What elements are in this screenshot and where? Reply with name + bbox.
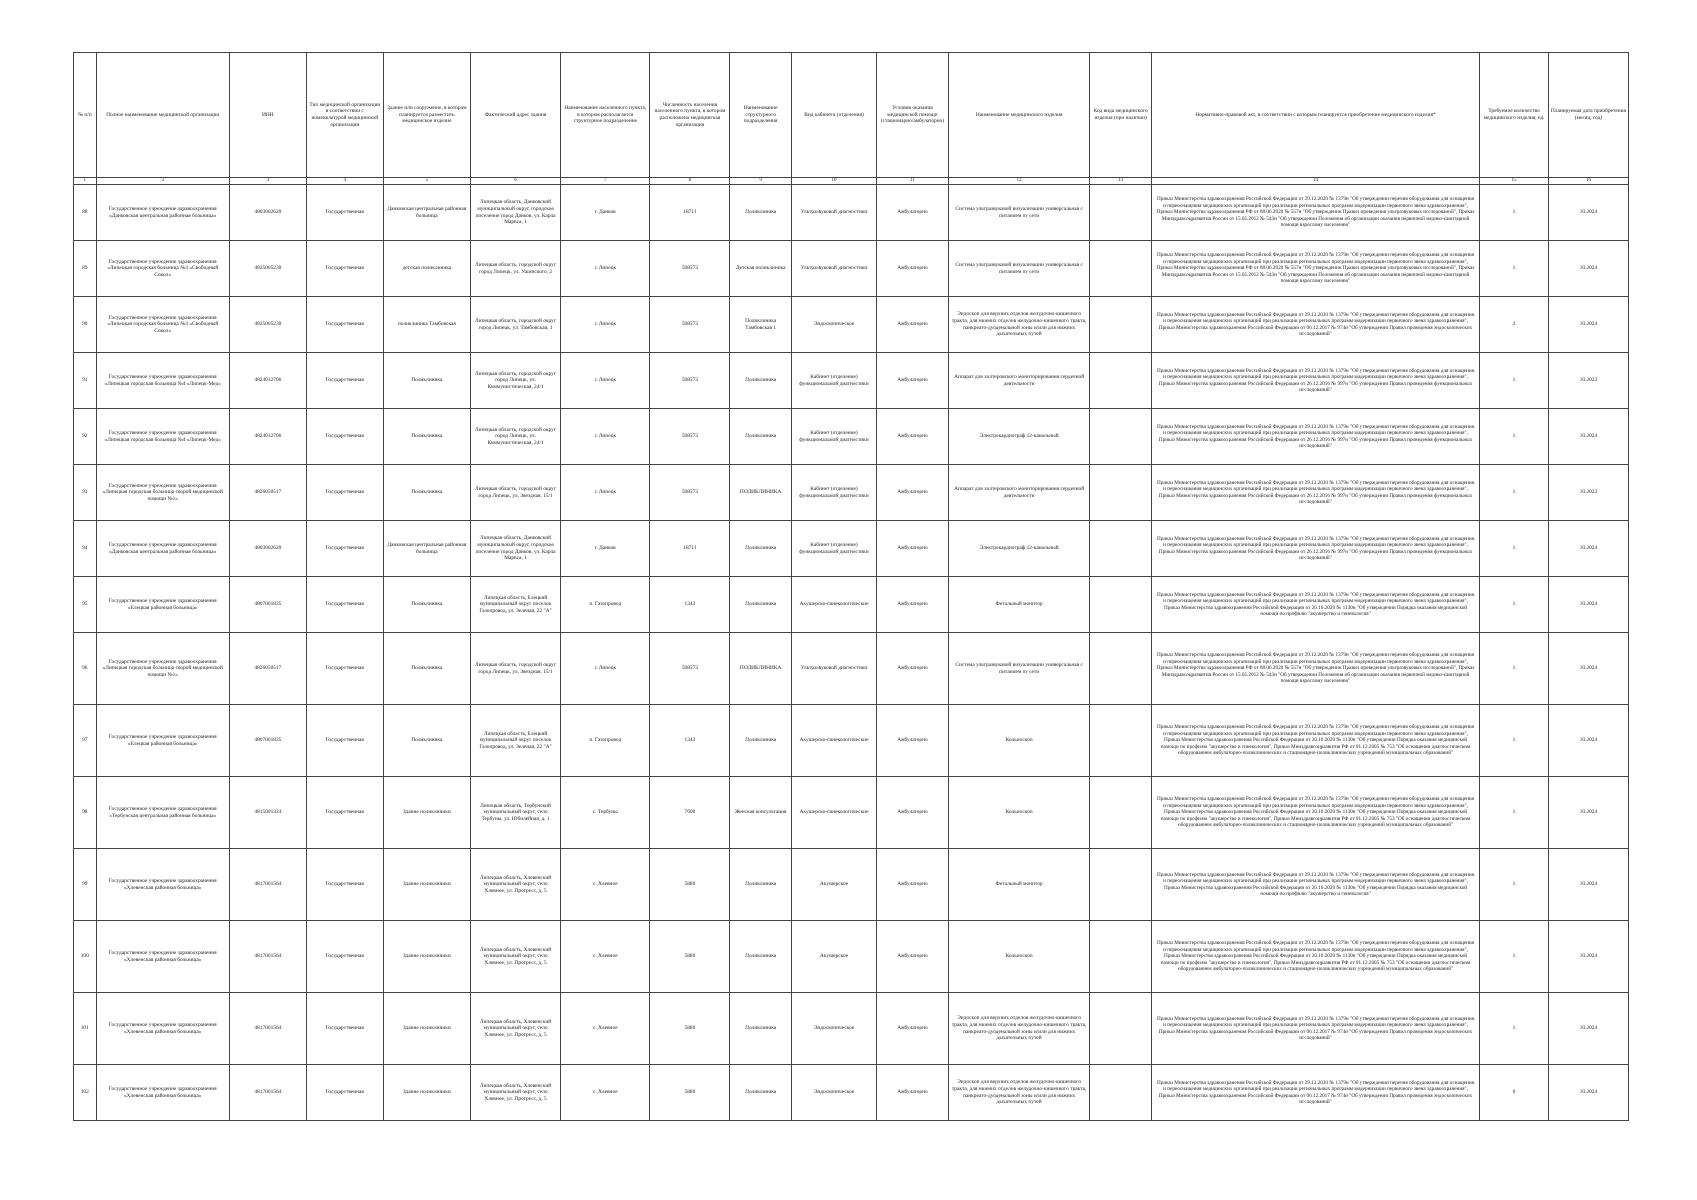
conditions-cell: Амбулаторно — [877, 465, 949, 521]
org-type-cell: Государственная — [306, 705, 383, 777]
column-number: 11 — [877, 178, 949, 185]
date-cell: 10.2024 — [1548, 241, 1628, 297]
device-cell: Система ультразвуковой визуализации универсальная с питанием от сети — [948, 185, 1090, 241]
header-row — [74, 53, 1629, 178]
unit-cell: Поликлиника Тамбовская 1 — [730, 297, 792, 353]
date-cell: 10.2024 — [1548, 705, 1628, 777]
column-number: 8 — [650, 178, 730, 185]
date-cell: 10.2024 — [1548, 521, 1628, 577]
organization-cell: Государственное учреждение здравоохранения «Хлевенская районная больница» — [96, 849, 229, 921]
column-number: 12 — [948, 178, 1090, 185]
legal-act-cell: Приказ Министерства здравоохранения Российской Федерации от 29.12.2020 № 1379н "Об утверждении перечня оборудования для оснащения и переоснащения медицинских организаций при реализации региональных программ модернизации первичного звена здравоохранения", Приказ Министерства здравоохранения Российской Федерации от 20.10.2020 № 1130н "Об утверждении Порядка оказания медицинской помощи по профилю "акушерство и гинекология" — [1151, 577, 1479, 633]
column-number: 3 — [229, 178, 306, 185]
conditions-cell: Амбулаторно — [877, 1065, 949, 1121]
quantity-cell: 1 — [1480, 633, 1549, 705]
org-type-cell: Государственная — [306, 777, 383, 849]
cabinet-cell: Кабинет (отделение) функциональной диагностики — [791, 353, 876, 409]
population-cell: 5880 — [650, 993, 730, 1065]
address-cell: Липецкая область, городской округ город Липецк, ул. Ушинского, 2 — [470, 241, 560, 297]
header-number: № п/п — [74, 53, 97, 178]
table-row — [74, 1065, 1629, 1121]
conditions-cell: Амбулаторно — [877, 849, 949, 921]
header-inn: ИНН — [229, 53, 306, 178]
inn-cell: 4817001564 — [229, 849, 306, 921]
building-cell: Здание поликлиники — [383, 993, 470, 1065]
device-code-cell — [1090, 577, 1152, 633]
row-number-cell: 92 — [74, 409, 97, 465]
header-unit: Наименование структурного подразделения — [730, 53, 792, 178]
column-number: 5 — [383, 178, 470, 185]
cabinet-cell: Эндоскопическое — [791, 1065, 876, 1121]
quantity-cell: 2 — [1480, 297, 1549, 353]
organization-cell: Государственное учреждение здравоохранения «Хлевенская районная больница» — [96, 1065, 229, 1121]
organization-cell: Государственное учреждение здравоохранения «Липецкая городская больница №3 «Свободный Сокол» — [96, 297, 229, 353]
inn-cell: 4817001564 — [229, 993, 306, 1065]
column-number: 2 — [96, 178, 229, 185]
row-number-cell: 89 — [74, 241, 97, 297]
date-cell: 10.2024 — [1548, 577, 1628, 633]
date-cell: 10.2024 — [1548, 921, 1628, 993]
org-type-cell: Государственная — [306, 993, 383, 1065]
population-cell: 1343 — [650, 705, 730, 777]
device-code-cell — [1090, 353, 1152, 409]
device-cell: Фетальный монитор — [948, 849, 1090, 921]
address-cell: Липецкая область, Тербунский муниципальный округ, село Тербуны, ул. Юбилейная, д. 1 — [470, 777, 560, 849]
locality-cell: с. Тербуны — [561, 777, 650, 849]
unit-cell: Поликлиника — [730, 185, 792, 241]
device-cell: Система ультразвуковой визуализации универсальная с питанием от сети — [948, 633, 1090, 705]
quantity-cell: 1 — [1480, 185, 1549, 241]
column-number: 6 — [470, 178, 560, 185]
cabinet-cell: Акушерско-гинекологические — [791, 577, 876, 633]
building-cell: Здание поликлиники — [383, 921, 470, 993]
row-number-cell: 97 — [74, 705, 97, 777]
device-code-cell — [1090, 921, 1152, 993]
address-cell: Липецкая область, городской округ город Липецк, ул. Тамбовская, 1 — [470, 297, 560, 353]
date-cell: 10.2024 — [1548, 777, 1628, 849]
table-row — [74, 633, 1629, 705]
org-type-cell: Государственная — [306, 409, 383, 465]
building-cell: Поликлиника — [383, 353, 470, 409]
population-cell: 5880 — [650, 849, 730, 921]
header-device-code: Код вида медицинского изделия (при наличии) — [1090, 53, 1152, 178]
header-organization: Полное наименование медицинской организации — [96, 53, 229, 178]
inn-cell: 4824032706 — [229, 409, 306, 465]
locality-cell: с. Хлевное — [561, 993, 650, 1065]
device-cell: Кольпоскоп — [948, 705, 1090, 777]
legal-act-cell: Приказ Министерства здравоохранения Российской Федерации от 29.12.2020 № 1379н "Об утверждении перечня оборудования для оснащения и переоснащения медицинских организаций при реализации региональных программ модернизации первичного звена здравоохранения", Приказ Министерства здравоохранения Российской Федерации от 20.10.2020 № 1130н "Об утверждении Порядка оказания медицинской помощи по профилю "акушерство и гинекология", Приказ Минздравсоцразвития РФ от 01.12.2005 № 753 "Об оснащении диагностическим оборудованием амбулаторно-поликлинических и стационарно-поликлинических учреждений муниципальных образований" — [1151, 921, 1479, 993]
header-population: Численность населения населенного пункта, в котором расположена медицинская организация — [650, 53, 730, 178]
table-row — [74, 993, 1629, 1065]
header-quantity: Требуемое количество медицинского изделия, ед. — [1480, 53, 1549, 178]
inn-cell: 4807001835 — [229, 705, 306, 777]
legal-act-cell: Приказ Министерства здравоохранения Российской Федерации от 29.12.2020 № 1379н "Об утверждении перечня оборудования для оснащения и переоснащения медицинских организаций при реализации региональных программ модернизации первичного звена здравоохранения", Приказ Министерства здравоохранения РФ от 08.06.2020 № 557н "Об утверждении Правил проведения ультразвуковых исследований", Приказ Минздравсоцразвития России от 15.05.2012 № 543н "Об утверждении Положения об организации оказания первичной медико-санитарной помощи взрослому населению" — [1151, 633, 1479, 705]
cabinet-cell: Ультразвуковой диагностики — [791, 241, 876, 297]
date-cell: 10.2024 — [1548, 297, 1628, 353]
inn-cell: 4825005230 — [229, 241, 306, 297]
device-code-cell — [1090, 521, 1152, 577]
quantity-cell: 1 — [1480, 409, 1549, 465]
population-cell: 508573 — [650, 633, 730, 705]
conditions-cell: Амбулаторно — [877, 921, 949, 993]
conditions-cell: Амбулаторно — [877, 577, 949, 633]
inn-cell: 4817001564 — [229, 1065, 306, 1121]
address-cell: Липецкая область, Хлевенский муниципальный округ, село Хлевное, ул. Прогресс, д. 5 — [470, 1065, 560, 1121]
row-number-cell: 100 — [74, 921, 97, 993]
table-row — [74, 241, 1629, 297]
quantity-cell: 1 — [1480, 993, 1549, 1065]
column-number: 16 — [1548, 178, 1628, 185]
address-cell: Липецкая область, городской округ город Липецк, ул. Коммунистическая, 24/1 — [470, 353, 560, 409]
legal-act-cell: Приказ Министерства здравоохранения Российской Федерации от 29.12.2020 № 1379н "Об утверждении перечня оборудования для оснащения и переоснащения медицинских организаций при реализации региональных программ модернизации первичного звена здравоохранения", Приказ Министерства здравоохранения Российской Федерации от 20.10.2020 № 1130н "Об утверждении Порядка оказания медицинской помощи по профилю "акушерство и гинекология", Приказ Минздравсоцразвития РФ от 01.12.2005 № 753 "Об оснащении диагностическим оборудованием амбулаторно-поликлинических и стационарно-поликлинических учреждений муниципальных образований" — [1151, 705, 1479, 777]
cabinet-cell: Кабинет (отделение) функциональной диагностики — [791, 465, 876, 521]
population-cell: 1343 — [650, 577, 730, 633]
table-row — [74, 521, 1629, 577]
population-cell: 18711 — [650, 521, 730, 577]
column-number: 1 — [74, 178, 97, 185]
cabinet-cell: Кабинет (отделение) функциональной диагностики — [791, 521, 876, 577]
table-row — [74, 849, 1629, 921]
equipment-plan-table — [73, 52, 1629, 1121]
legal-act-cell: Приказ Министерства здравоохранения Российской Федерации от 29.12.2020 № 1379н "Об утверждении перечня оборудования для оснащения и переоснащения медицинских организаций при реализации региональных программ модернизации первичного звена здравоохранения", Приказ Министерства здравоохранения Российской Федерации от 06.12.2017 № 974н "Об утверждении Правил проведения эндоскопических исследований" — [1151, 1065, 1479, 1121]
unit-cell: Поликлиника — [730, 993, 792, 1065]
conditions-cell: Амбулаторно — [877, 185, 949, 241]
unit-cell: Поликлиника — [730, 577, 792, 633]
building-cell: Данковская центральная районная больница — [383, 521, 470, 577]
cabinet-cell: Акушерское — [791, 849, 876, 921]
locality-cell: г. Липецк — [561, 633, 650, 705]
device-cell: Эндоскоп для верхних отделов желудочно-кишечного тракта, для нижних отделов желудочно-кишечного тракта, панкреато-дуоденальной зоны и/или для нижних дыхательных путей — [948, 297, 1090, 353]
org-type-cell: Государственная — [306, 849, 383, 921]
org-type-cell: Государственная — [306, 521, 383, 577]
locality-cell: п. Газопровод — [561, 577, 650, 633]
address-cell: Липецкая область, городской округ город Липецк, ул. Звездная, 15/1 — [470, 465, 560, 521]
conditions-cell: Амбулаторно — [877, 633, 949, 705]
row-number-cell: 98 — [74, 777, 97, 849]
org-type-cell: Государственная — [306, 185, 383, 241]
legal-act-cell: Приказ Министерства здравоохранения Российской Федерации от 29.12.2020 № 1379н "Об утверждении перечня оборудования для оснащения и переоснащения медицинских организаций при реализации региональных программ модернизации первичного звена здравоохранения", Приказ Министерства здравоохранения РФ от 08.06.2020 № 557н "Об утверждении Правил проведения ультразвуковых исследований", Приказ Минздравсоцразвития России от 15.05.2012 № 543н "Об утверждении Положения об организации оказания первичной медико-санитарной помощи взрослому населению" — [1151, 185, 1479, 241]
date-cell: 10.2024 — [1548, 633, 1628, 705]
quantity-cell: 1 — [1480, 577, 1549, 633]
population-cell: 5880 — [650, 1065, 730, 1121]
address-cell: Липецкая область, Елецкий муниципальный округ поселок Газопровод, ул. Зеленая, 22 "А" — [470, 705, 560, 777]
population-cell: 508573 — [650, 353, 730, 409]
cabinet-cell: Эндоскопическое — [791, 297, 876, 353]
inn-cell: 4815001324 — [229, 777, 306, 849]
address-cell: Липецкая область, Данковский муниципальный округ, городское поселение город Данков, ул. Карла Маркса, 1 — [470, 185, 560, 241]
conditions-cell: Амбулаторно — [877, 353, 949, 409]
table-row — [74, 185, 1629, 241]
table-row — [74, 705, 1629, 777]
building-cell: Данковская центральная районная больница — [383, 185, 470, 241]
org-type-cell: Государственная — [306, 1065, 383, 1121]
device-code-cell — [1090, 1065, 1152, 1121]
row-number-cell: 99 — [74, 849, 97, 921]
row-number-cell: 93 — [74, 465, 97, 521]
organization-cell: Государственное учреждение здравоохранения «Тербунская центральная районная больница» — [96, 777, 229, 849]
inn-cell: 4807001835 — [229, 577, 306, 633]
inn-cell: 4826050517 — [229, 465, 306, 521]
building-cell: детская поликлиника — [383, 241, 470, 297]
organization-cell: Государственное учреждение здравоохранения «Липецкая городская больница №4 «Липецк-Мед» — [96, 409, 229, 465]
column-number-row — [74, 178, 1629, 185]
table-header — [74, 53, 1629, 185]
row-number-cell: 91 — [74, 353, 97, 409]
quantity-cell: 1 — [1480, 241, 1549, 297]
row-number-cell: 95 — [74, 577, 97, 633]
header-cabinet: Вид кабинета (отделения) — [791, 53, 876, 178]
device-cell: Электрокардиограф 12-канальный — [948, 409, 1090, 465]
unit-cell: Детская поликлиника — [730, 241, 792, 297]
population-cell: 5880 — [650, 921, 730, 993]
device-code-cell — [1090, 185, 1152, 241]
locality-cell: г. Данков — [561, 185, 650, 241]
unit-cell: ПОЛИКЛИНИКА — [730, 465, 792, 521]
legal-act-cell: Приказ Министерства здравоохранения Российской Федерации от 29.12.2020 № 1379н "Об утверждении перечня оборудования для оснащения и переоснащения медицинских организаций при реализации региональных программ модернизации первичного звена здравоохранения", Приказ Министерства здравоохранения Российской Федерации от 26.12.2016 № 997н "Об утверждении Правил проведения функциональных исследований" — [1151, 521, 1479, 577]
address-cell: Липецкая область, Данковский муниципальный округ, городское поселение город Данков, ул. Карла Маркса, 1 — [470, 521, 560, 577]
cabinet-cell: Ультразвуковой диагностики — [791, 633, 876, 705]
date-cell: 10.2024 — [1548, 409, 1628, 465]
organization-cell: Государственное учреждение здравоохранения «Елецкая районная больница» — [96, 577, 229, 633]
building-cell: Здание поликлиники — [383, 1065, 470, 1121]
organization-cell: Государственное учреждение здравоохранения «Липецкая городская больница скорой медицинской помощи №1» — [96, 465, 229, 521]
row-number-cell: 101 — [74, 993, 97, 1065]
legal-act-cell: Приказ Министерства здравоохранения Российской Федерации от 29.12.2020 № 1379н "Об утверждении перечня оборудования для оснащения и переоснащения медицинских организаций при реализации региональных программ модернизации первичного звена здравоохранения", Приказ Министерства здравоохранения Российской Федерации от 06.12.2017 № 974н "Об утверждении Правил проведения эндоскопических исследований" — [1151, 993, 1479, 1065]
device-code-cell — [1090, 633, 1152, 705]
device-cell: Кольпоскоп — [948, 921, 1090, 993]
legal-act-cell: Приказ Министерства здравоохранения Российской Федерации от 29.12.2020 № 1379н "Об утверждении перечня оборудования для оснащения и переоснащения медицинских организаций при реализации региональных программ модернизации первичного звена здравоохранения", Приказ Министерства здравоохранения Российской Федерации от 26.12.2016 № 997н "Об утверждении Правил проведения функциональных исследований" — [1151, 409, 1479, 465]
table-row — [74, 353, 1629, 409]
column-number: 7 — [561, 178, 650, 185]
org-type-cell: Государственная — [306, 241, 383, 297]
building-cell: Поликлиника — [383, 409, 470, 465]
header-address: Фактический адрес здания — [470, 53, 560, 178]
inn-cell: 4826050517 — [229, 633, 306, 705]
table-row — [74, 465, 1629, 521]
building-cell: Поликлиника — [383, 633, 470, 705]
row-number-cell: 90 — [74, 297, 97, 353]
inn-cell: 4803002620 — [229, 185, 306, 241]
building-cell: Поликлиника — [383, 577, 470, 633]
unit-cell: Поликлиника — [730, 921, 792, 993]
row-number-cell: 102 — [74, 1065, 97, 1121]
cabinet-cell: Кабинет (отделение) функциональной диагностики — [791, 409, 876, 465]
cabinet-cell: Акушерское — [791, 921, 876, 993]
quantity-cell: 1 — [1480, 849, 1549, 921]
column-number: 10 — [791, 178, 876, 185]
legal-act-cell: Приказ Министерства здравоохранения Российской Федерации от 29.12.2020 № 1379н "Об утверждении перечня оборудования для оснащения и переоснащения медицинских организаций при реализации региональных программ модернизации первичного звена здравоохранения", Приказ Министерства здравоохранения Российской Федерации от 26.12.2016 № 997н "Об утверждении Правил проведения функциональных исследований" — [1151, 353, 1479, 409]
date-cell: 10.2024 — [1548, 1065, 1628, 1121]
inn-cell: 4817001564 — [229, 921, 306, 993]
cabinet-cell: Эндоскопическое — [791, 993, 876, 1065]
address-cell: Липецкая область, Хлевенский муниципальный округ, село Хлевное, ул. Прогресс, д. 5 — [470, 921, 560, 993]
unit-cell: Женская консультация — [730, 777, 792, 849]
row-number-cell: 88 — [74, 185, 97, 241]
column-number: 15 — [1480, 178, 1549, 185]
table-body — [74, 185, 1629, 1121]
conditions-cell: Амбулаторно — [877, 993, 949, 1065]
org-type-cell: Государственная — [306, 577, 383, 633]
device-cell: Кольпоскоп — [948, 777, 1090, 849]
organization-cell: Государственное учреждение здравоохранения «Елецкая районная больница» — [96, 705, 229, 777]
locality-cell: г. Липецк — [561, 409, 650, 465]
organization-cell: Государственное учреждение здравоохранения «Липецкая городская больница №4 «Липецк-Мед» — [96, 353, 229, 409]
locality-cell: с. Хлевное — [561, 1065, 650, 1121]
org-type-cell: Государственная — [306, 297, 383, 353]
device-cell: Эндоскоп для верхних отделов желудочно-кишечного тракта, для нижних отделов желудочно-кишечного тракта, панкреато-дуоденальной зоны и/или для нижних дыхательных путей — [948, 1065, 1090, 1121]
date-cell: 10.2024 — [1548, 993, 1628, 1065]
address-cell: Липецкая область, Елецкий муниципальный округ поселок Газопровод, ул. Зеленая, 22 "А" — [470, 577, 560, 633]
org-type-cell: Государственная — [306, 921, 383, 993]
conditions-cell: Амбулаторно — [877, 241, 949, 297]
locality-cell: г. Данков — [561, 521, 650, 577]
locality-cell: г. Липецк — [561, 297, 650, 353]
inn-cell: 4803002620 — [229, 521, 306, 577]
header-device: Наименование медицинского изделия — [948, 53, 1090, 178]
conditions-cell: Амбулаторно — [877, 521, 949, 577]
legal-act-cell: Приказ Министерства здравоохранения Российской Федерации от 29.12.2020 № 1379н "Об утверждении перечня оборудования для оснащения и переоснащения медицинских организаций при реализации региональных программ модернизации первичного звена здравоохранения", Приказ Министерства здравоохранения Российской Федерации от 20.10.2020 № 1130н "Об утверждении Порядка оказания медицинской помощи по профилю "акушерство и гинекология" — [1151, 849, 1479, 921]
org-type-cell: Государственная — [306, 353, 383, 409]
population-cell: 7600 — [650, 777, 730, 849]
unit-cell: Поликлиника — [730, 409, 792, 465]
legal-act-cell: Приказ Министерства здравоохранения Российской Федерации от 29.12.2020 № 1379н "Об утверждении перечня оборудования для оснащения и переоснащения медицинских организаций при реализации региональных программ модернизации первичного звена здравоохранения", Приказ Министерства здравоохранения Российской Федерации от 26.12.2016 № 997н "Об утверждении Правил проведения функциональных исследований" — [1151, 465, 1479, 521]
quantity-cell: 0 — [1480, 1065, 1549, 1121]
organization-cell: Государственное учреждение здравоохранения «Хлевенская районная больница» — [96, 993, 229, 1065]
quantity-cell: 1 — [1480, 353, 1549, 409]
quantity-cell: 1 — [1480, 521, 1549, 577]
device-code-cell — [1090, 409, 1152, 465]
device-cell: Аппарат для холтеровского мониторирования сердечной деятельности — [948, 353, 1090, 409]
unit-cell: Поликлиника — [730, 521, 792, 577]
organization-cell: Государственное учреждение здравоохранения «Хлевенская районная больница» — [96, 921, 229, 993]
quantity-cell: 1 — [1480, 777, 1549, 849]
conditions-cell: Амбулаторно — [877, 409, 949, 465]
device-code-cell — [1090, 465, 1152, 521]
population-cell: 18711 — [650, 185, 730, 241]
column-number: 4 — [306, 178, 383, 185]
conditions-cell: Амбулаторно — [877, 705, 949, 777]
address-cell: Липецкая область, городской округ город Липецк, ул. Звездная, 15/1 — [470, 633, 560, 705]
column-number: 13 — [1090, 178, 1152, 185]
header-building: Здание или сооружение, в котором планируется разместить медицинское изделие — [383, 53, 470, 178]
building-cell: Здание поликлиники — [383, 777, 470, 849]
address-cell: Липецкая область, городской округ город Липецк, ул. Коммунистическая, 24/1 — [470, 409, 560, 465]
unit-cell: Поликлиника — [730, 849, 792, 921]
org-type-cell: Государственная — [306, 633, 383, 705]
device-code-cell — [1090, 241, 1152, 297]
device-cell: Система ультразвуковой визуализации универсальная с питанием от сети — [948, 241, 1090, 297]
date-cell: 10.2023 — [1548, 465, 1628, 521]
date-cell: 10.2024 — [1548, 849, 1628, 921]
population-cell: 508573 — [650, 465, 730, 521]
building-cell: Поликлиника — [383, 705, 470, 777]
device-code-cell — [1090, 705, 1152, 777]
unit-cell: Поликлиника — [730, 705, 792, 777]
device-code-cell — [1090, 993, 1152, 1065]
device-cell: Фетальный монитор — [948, 577, 1090, 633]
header-org-type: Тип медицинской организации в соответствии с номенклатурой медицинской организации — [306, 53, 383, 178]
unit-cell: Поликлиника — [730, 353, 792, 409]
device-code-cell — [1090, 849, 1152, 921]
organization-cell: Государственное учреждение здравоохранения «Липецкая городская больница №3 «Свободный Сокол» — [96, 241, 229, 297]
population-cell: 508573 — [650, 241, 730, 297]
device-code-cell — [1090, 777, 1152, 849]
device-cell: Электрокардиограф 12-канальный — [948, 521, 1090, 577]
building-cell: Поликлиника — [383, 465, 470, 521]
device-cell: Аппарат для холтеровского мониторирования сердечной деятельности — [948, 465, 1090, 521]
locality-cell: г. Липецк — [561, 353, 650, 409]
row-number-cell: 94 — [74, 521, 97, 577]
population-cell: 508573 — [650, 297, 730, 353]
column-number: 9 — [730, 178, 792, 185]
table-row — [74, 921, 1629, 993]
device-cell: Эндоскоп для верхних отделов желудочно-кишечного тракта, для нижних отделов желудочно-кишечного тракта, панкреато-дуоденальной зоны и/или для нижних дыхательных путей — [948, 993, 1090, 1065]
unit-cell: Поликлиника — [730, 1065, 792, 1121]
inn-cell: 4824032706 — [229, 353, 306, 409]
row-number-cell: 96 — [74, 633, 97, 705]
column-number: 14 — [1151, 178, 1479, 185]
address-cell: Липецкая область, Хлевенский муниципальный округ, село Хлевное, ул. Прогресс, д. 5 — [470, 849, 560, 921]
date-cell: 10.2023 — [1548, 353, 1628, 409]
locality-cell: г. Липецк — [561, 241, 650, 297]
legal-act-cell: Приказ Министерства здравоохранения Российской Федерации от 29.12.2020 № 1379н "Об утверждении перечня оборудования для оснащения и переоснащения медицинских организаций при реализации региональных программ модернизации первичного звена здравоохранения", Приказ Министерства здравоохранения Российской Федерации от 20.10.2020 № 1130н "Об утверждении Порядка оказания медицинской помощи по профилю "акушерство и гинекология", Приказ Минздравсоцразвития РФ от 01.12.2005 № 753 "Об оснащении диагностическим оборудованием амбулаторно-поликлинических и стационарно-поликлинических учреждений муниципальных образований" — [1151, 777, 1479, 849]
organization-cell: Государственное учреждение здравоохранения «Липецкая городская больница скорой медицинской помощи №1» — [96, 633, 229, 705]
quantity-cell: 1 — [1480, 705, 1549, 777]
cabinet-cell: Акушерско-гинекологические — [791, 777, 876, 849]
quantity-cell: 1 — [1480, 921, 1549, 993]
header-legal-act: Нормативно-правовой акт, в соответствии с которым планируется приобретение медицинского изделия* — [1151, 53, 1479, 178]
header-conditions: Условия оказания медицинской помощи (стационарно/амбулаторно) — [877, 53, 949, 178]
locality-cell: с. Хлевное — [561, 921, 650, 993]
inn-cell: 4825005230 — [229, 297, 306, 353]
table-row — [74, 409, 1629, 465]
locality-cell: п. Газопровод — [561, 705, 650, 777]
table-row — [74, 297, 1629, 353]
building-cell: поликлиника Тамбовская — [383, 297, 470, 353]
conditions-cell: Амбулаторно — [877, 777, 949, 849]
organization-cell: Государственное учреждение здравоохранения «Данковская центральная районная больница» — [96, 521, 229, 577]
unit-cell: ПОЛИКЛИНИКА — [730, 633, 792, 705]
date-cell: 10.2024 — [1548, 185, 1628, 241]
legal-act-cell: Приказ Министерства здравоохранения Российской Федерации от 29.12.2020 № 1379н "Об утверждении перечня оборудования для оснащения и переоснащения медицинских организаций при реализации региональных программ модернизации первичного звена здравоохранения", Приказ Министерства здравоохранения РФ от 08.06.2020 № 557н "Об утверждении Правил проведения ультразвуковых исследований", Приказ Минздравсоцразвития России от 15.05.2012 № 543н "Об утверждении Положения об организации оказания первичной медико-санитарной помощи взрослому населению" — [1151, 241, 1479, 297]
locality-cell: г. Липецк — [561, 465, 650, 521]
organization-cell: Государственное учреждение здравоохранения «Данковская центральная районная больница» — [96, 185, 229, 241]
conditions-cell: Амбулаторно — [877, 297, 949, 353]
quantity-cell: 1 — [1480, 465, 1549, 521]
building-cell: Здание поликлиники — [383, 849, 470, 921]
org-type-cell: Государственная — [306, 465, 383, 521]
device-code-cell — [1090, 297, 1152, 353]
population-cell: 508573 — [650, 409, 730, 465]
table-row — [74, 777, 1629, 849]
locality-cell: с. Хлевное — [561, 849, 650, 921]
legal-act-cell: Приказ Министерства здравоохранения Российской Федерации от 29.12.2020 № 1379н "Об утверждении перечня оборудования для оснащения и переоснащения медицинских организаций при реализации региональных программ модернизации первичного звена здравоохранения", Приказ Министерства здравоохранения Российской Федерации от 06.12.2017 № 974н "Об утверждении Правил проведения эндоскопических исследований" — [1151, 297, 1479, 353]
table-row — [74, 577, 1629, 633]
header-date: Планируемая дата приобретения (месяц, год) — [1548, 53, 1628, 178]
address-cell: Липецкая область, Хлевенский муниципальный округ, село Хлевное, ул. Прогресс, д. 5 — [470, 993, 560, 1065]
header-locality: Наименование населенного пункта, в котором располагается структурное подразделение — [561, 53, 650, 178]
cabinet-cell: Акушерско-гинекологические — [791, 705, 876, 777]
cabinet-cell: Ультразвуковой диагностики — [791, 185, 876, 241]
